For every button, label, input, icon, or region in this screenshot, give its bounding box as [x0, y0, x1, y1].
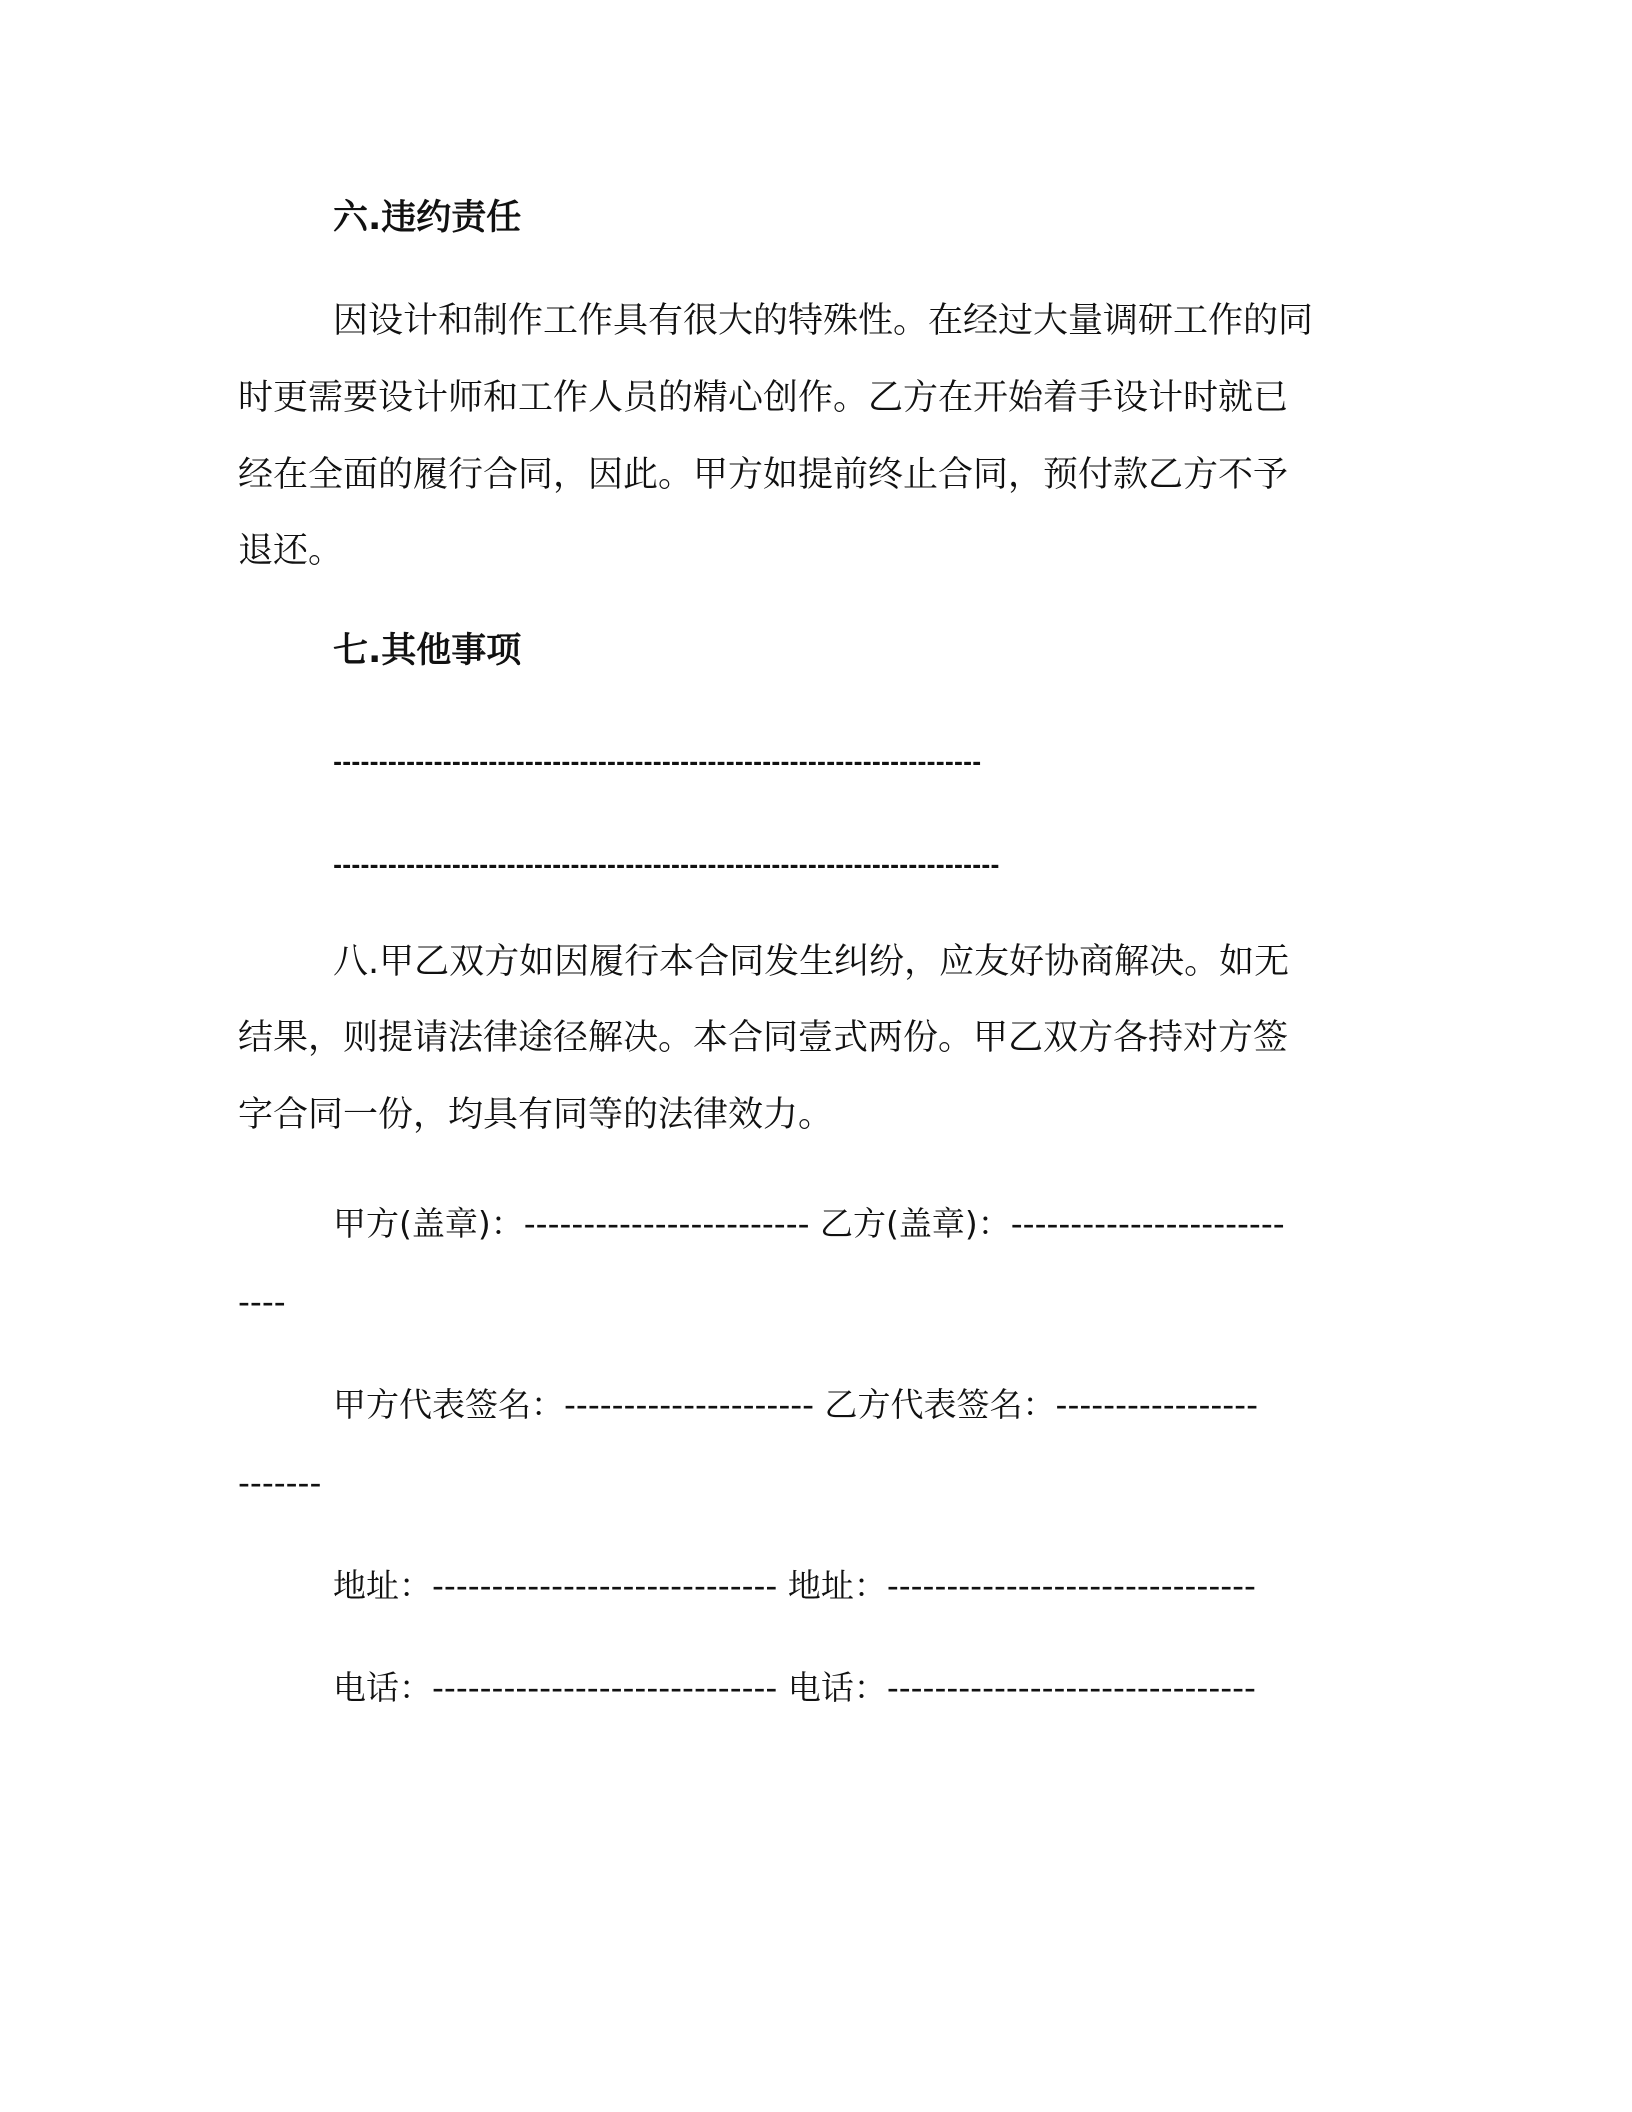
blank-line-1: ----------------------------------------------------------------------- [333, 751, 982, 776]
section-6-line-4: 退还。 [238, 531, 344, 571]
seal-line: 甲方(盖章)：------------------------ 乙方(盖章)：----------------------- [333, 1204, 1285, 1243]
section-6-title: 六.违约责任 [333, 198, 522, 238]
section-6-line-2: 时更需要设计师和工作人员的精心创作。乙方在开始着手设计时就已 [238, 378, 1289, 418]
seal-line-continuation: ---- [238, 1282, 286, 1321]
section-6-line-1: 因设计和制作工作具有很大的特殊性。在经过大量调研工作的同 [333, 301, 1314, 341]
section-8-line-2: 结果，则提请法律途径解决。本合同壹式两份。甲乙双方各持对方签 [238, 1018, 1289, 1058]
representative-signature-line: 甲方代表签名：--------------------- 乙方代表签名：----------------- [333, 1385, 1258, 1424]
section-7-title: 七.其他事项 [333, 631, 522, 671]
address-line: 地址：----------------------------- 地址：------------------------------- [333, 1566, 1256, 1605]
section-6-line-3: 经在全面的履行合同，因此。甲方如提前终止合同，预付款乙方不予 [238, 455, 1289, 495]
representative-signature-continuation: ------- [238, 1463, 322, 1502]
section-8-line-1: 八.甲乙双方如因履行本合同发生纠纷，应友好协商解决。如无 [333, 942, 1290, 982]
phone-line: 电话：----------------------------- 电话：------------------------------- [333, 1668, 1256, 1707]
section-8-line-3: 字合同一份，均具有同等的法律效力。 [238, 1095, 834, 1135]
blank-line-2: ------------------------------------------------------------------------- [333, 854, 1000, 879]
